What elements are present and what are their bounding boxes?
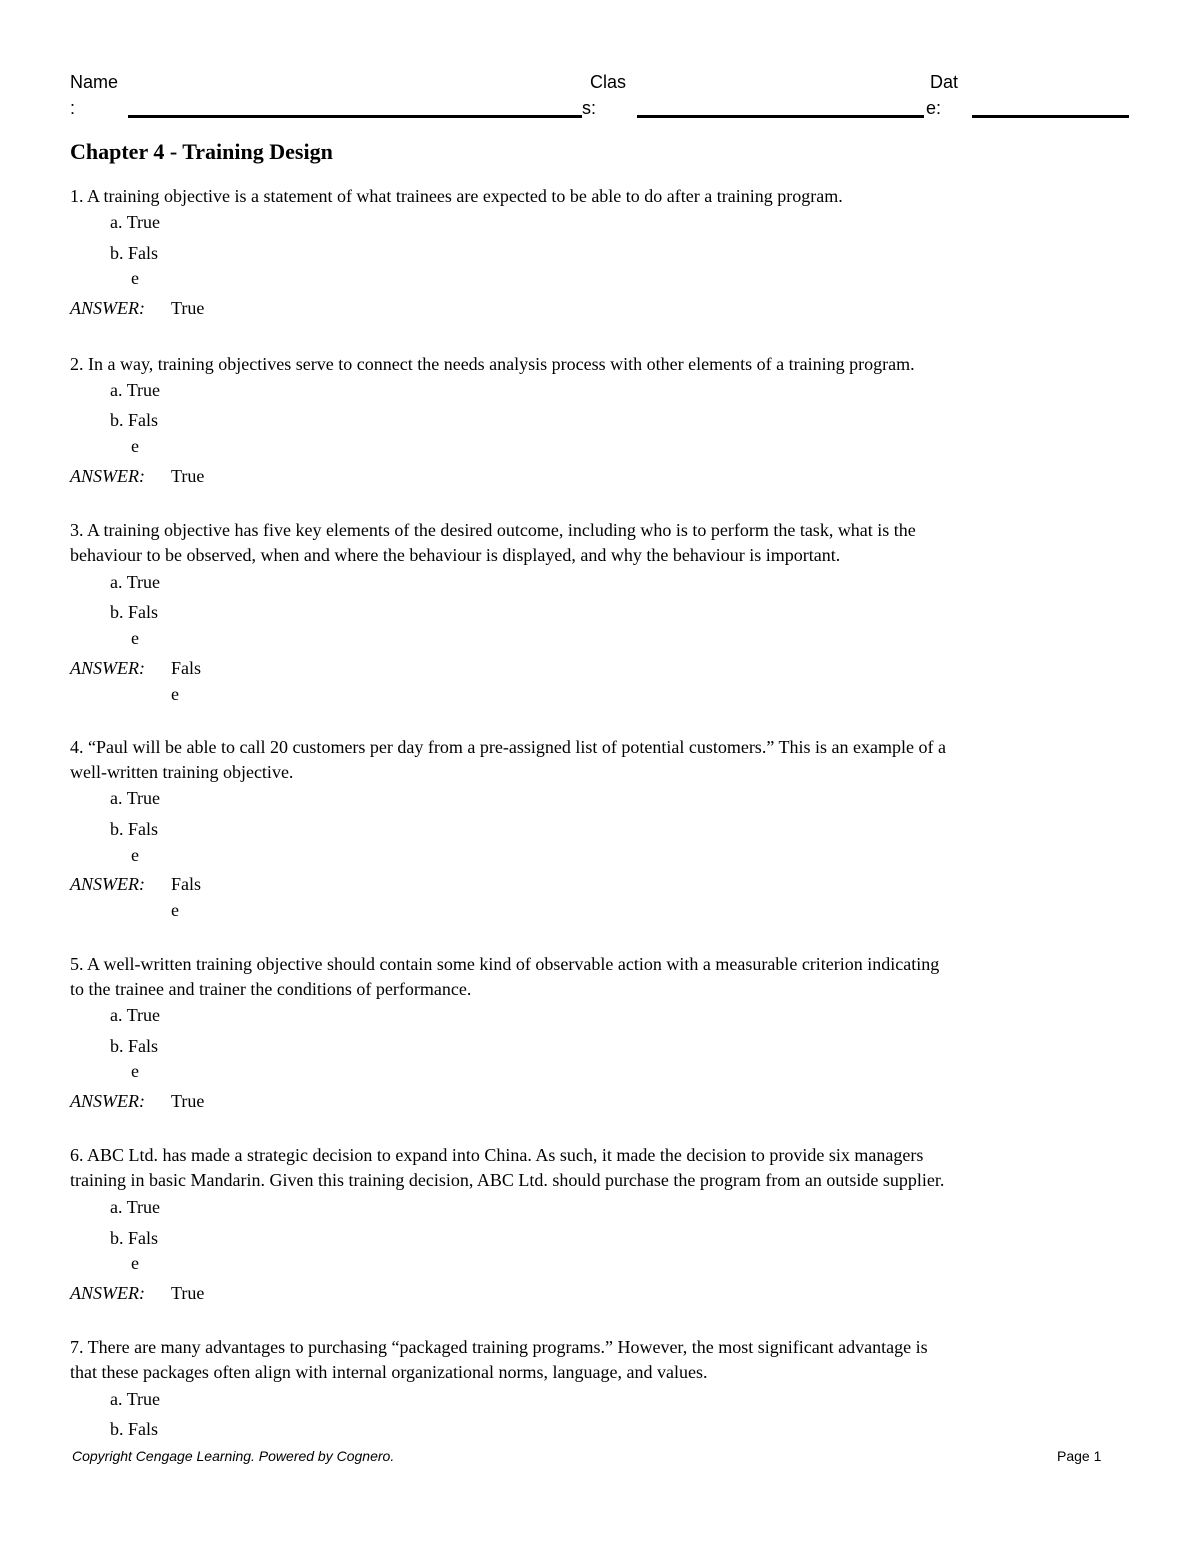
date-label-suffix: e: — [926, 98, 942, 118]
option-a-text: True — [126, 380, 161, 400]
option-b-text: Fals — [128, 819, 159, 839]
option-b-wrap: e — [131, 845, 139, 865]
option-b[interactable] — [110, 602, 158, 623]
option-b-prefix: b. — [110, 602, 124, 622]
option-b-text: Fals — [128, 1036, 159, 1056]
class-label-suffix: s: — [582, 98, 597, 118]
question-text: 1. A training objective is a statement of what trainees are expected to be able to do after a training program. — [70, 186, 843, 206]
answer-value-wrap: e — [171, 684, 179, 704]
question-text-line-2: behaviour to be observed, when and where the behaviour is displayed, and why the behaviour is important. — [70, 545, 841, 565]
question-text: 2. In a way, training objectives serve to connect the needs analysis process with other elements of a training program. — [70, 354, 915, 374]
class-label: Clas — [590, 72, 627, 92]
answer-value: Fals — [171, 874, 202, 894]
option-a[interactable] — [110, 1389, 160, 1410]
answer-value: True — [171, 298, 205, 318]
date-field[interactable] — [972, 115, 1129, 118]
option-a-text: True — [126, 1005, 161, 1025]
option-a-prefix: a. — [110, 1005, 123, 1025]
option-b-wrap: e — [131, 1061, 139, 1081]
question-text-line-1: 7. There are many advantages to purchasing “packaged training programs.” However, the most significant advantage is — [70, 1337, 928, 1357]
option-a-text: True — [126, 1197, 161, 1217]
answer-value: Fals — [171, 658, 202, 678]
option-b-text: Fals — [128, 1419, 159, 1439]
answer-label: ANSWER: — [70, 298, 145, 318]
option-b[interactable] — [110, 410, 158, 431]
name-label: Name — [70, 72, 119, 92]
answer-value: True — [171, 1091, 205, 1111]
option-b-text: Fals — [128, 1228, 159, 1248]
option-b-prefix: b. — [110, 1228, 124, 1248]
option-b-prefix: b. — [110, 410, 124, 430]
page-title: Chapter 4 - Training Design — [70, 139, 333, 164]
option-b[interactable] — [110, 243, 158, 264]
answer-value: True — [171, 1283, 205, 1303]
option-b[interactable] — [110, 819, 158, 840]
option-b-text: Fals — [128, 243, 159, 263]
option-b[interactable] — [110, 1228, 158, 1249]
answer-label: ANSWER: — [70, 874, 145, 894]
answer-label: ANSWER: — [70, 658, 145, 678]
date-label: Dat — [930, 72, 959, 92]
name-field[interactable] — [128, 115, 582, 118]
option-b-text: Fals — [128, 410, 159, 430]
option-b-wrap: e — [131, 628, 139, 648]
question-text-line-2: training in basic Mandarin. Given this training decision, ABC Ltd. should purchase the program from an outside supplier. — [70, 1170, 945, 1190]
option-a[interactable] — [110, 1005, 160, 1026]
option-a-prefix: a. — [110, 212, 123, 232]
option-a[interactable] — [110, 380, 160, 401]
option-b-wrap: e — [131, 436, 139, 456]
option-b-text: Fals — [128, 602, 159, 622]
option-b[interactable] — [110, 1036, 158, 1057]
question-text-line-1: 6. ABC Ltd. has made a strategic decision to expand into China. As such, it made the decision to provide six managers — [70, 1145, 924, 1165]
question-text-line-1: 5. A well-written training objective should contain some kind of observable action with a measurable criterion indicating — [70, 954, 940, 974]
answer-value-wrap: e — [171, 900, 179, 920]
question-text-line-2: well-written training objective. — [70, 762, 294, 782]
footer-copyright: Copyright Cengage Learning. Powered by Cognero. — [72, 1448, 395, 1464]
option-b-wrap: e — [131, 268, 139, 288]
question-text-line-2: that these packages often align with internal organizational norms, language, and values. — [70, 1362, 708, 1382]
option-a-text: True — [126, 572, 161, 592]
option-b-prefix: b. — [110, 1036, 124, 1056]
answer-value: True — [171, 466, 205, 486]
question-text-line-1: 3. A training objective has five key elements of the desired outcome, including who is to perform the task, what is the — [70, 520, 916, 540]
option-a-prefix: a. — [110, 1197, 123, 1217]
option-a[interactable] — [110, 1197, 160, 1218]
option-a[interactable] — [110, 788, 160, 809]
option-a-prefix: a. — [110, 572, 123, 592]
option-b-prefix: b. — [110, 1419, 124, 1439]
answer-label: ANSWER: — [70, 466, 145, 486]
option-b-prefix: b. — [110, 819, 124, 839]
question-text-line-2: to the trainee and trainer the conditions of performance. — [70, 979, 472, 999]
option-a-prefix: a. — [110, 788, 123, 808]
option-a-text: True — [126, 212, 161, 232]
option-b[interactable] — [110, 1419, 158, 1440]
option-b-wrap: e — [131, 1253, 139, 1273]
class-field[interactable] — [637, 115, 924, 118]
option-a[interactable] — [110, 572, 160, 593]
option-a[interactable] — [110, 212, 160, 233]
option-a-text: True — [126, 1389, 161, 1409]
option-a-prefix: a. — [110, 1389, 123, 1409]
page-number: Page 1 — [1057, 1448, 1102, 1464]
option-b-prefix: b. — [110, 243, 124, 263]
name-label-colon: : — [70, 98, 76, 118]
answer-label: ANSWER: — [70, 1091, 145, 1111]
option-a-prefix: a. — [110, 380, 123, 400]
answer-label: ANSWER: — [70, 1283, 145, 1303]
question-text-line-1: 4. “Paul will be able to call 20 customers per day from a pre-assigned list of potential customers.” This is an example of a — [70, 737, 946, 757]
option-a-text: True — [126, 788, 161, 808]
